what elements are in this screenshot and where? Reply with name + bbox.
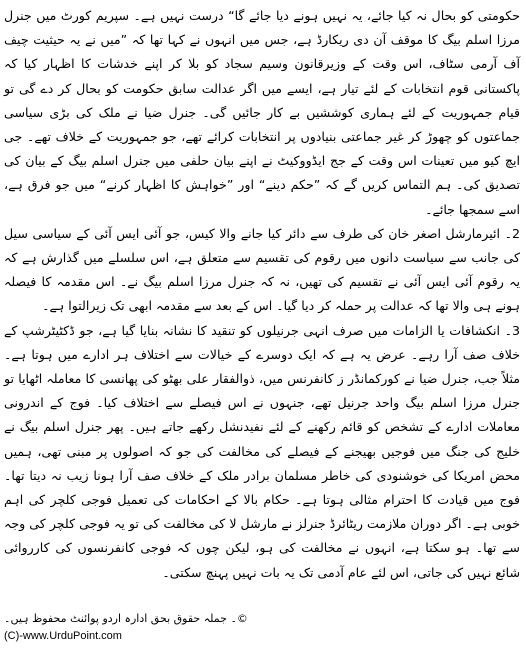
copyright-urdu: ©۔ جملہ حقوق بحق ادارہ اردو پوائنٹ محفوظ ہیں۔ bbox=[4, 612, 248, 625]
paragraph-1: حکومتی کو بحال نہ کیا جائے، یہ نہیں ہونے دیا جائے گا“ درست نہیں ہے۔ سپریم کورٹ میں جنرل مرزا اسلم بیگ کا موقف آن دی ریکارڈ ہے، جس میں انہوں نے کہا تھا کہ ”میں نے یہ حیثیت چیف آف آرمی سٹاف، اس وقت کے وزیرقانون وسیم سجاد کو بلا کر اپنے خدشات کا اظہار کیا کہ پاکستانی قوم انتخابات کے لئے تیار ہے، ایسے میں اگر عدالت سابق حکومت کو بحال کر دے گی تو قیام جمہوریت کے لئے ہماری کوششیں بے کار جائیں گی۔ جنرل ضیا نے ملک کی بڑی سیاسی جماعتوں کو چھوڑ کر غیر جماعتی بنیادوں پر انتخابات کرائے تھے، جو جمہوریت کے خلاف تھے۔ جی ایچ کیو میں تعینات اس وقت کے جج ایڈووکیٹ نے اپنے بیان حلفی میں جنرل اسلم بیگ کے بیان کی تصدیق کی۔ ہم التماس کریں گے کہ ”حکم دینے“ اور ”خواہش کا اظہار کرنے“ میں جو فرق ہے، اسے سمجھا جائے۔ bbox=[4, 8, 520, 217]
article-body bbox=[4, 4, 520, 585]
paragraph-2: 2۔ ائیرمارشل اصغر خان کی طرف سے دائر کیا جانے والا کیس، جو آئی ایس آئی کے سیاسی سیل کی جانب سے سیاست دانوں میں رقوم کی تقسیم سے متعلق ہے، اس سلسلے میں گذارش ہے کہ یہ رقوم آئی ایس آئی نے تقسیم کی تھیں، نہ کہ جنرل مرزا اسلم بیگ نے۔ اس مقدمہ کا فیصلہ ہونے ہی والا تھا کہ عدالت پر حملہ کر دیا گیا۔ اس کے بعد سے مقدمہ ابھی تک زیرالتوا ہے۔ bbox=[4, 225, 520, 314]
copyright-link[interactable]: (C)-www.UrduPoint.com bbox=[4, 630, 122, 642]
footer bbox=[4, 611, 304, 644]
paragraph-3: 3۔ انکشافات یا الزامات میں صرف انہی جرنیلوں کو تنقید کا نشانہ بنایا گیا ہے، جو ڈکٹیٹرشپ کے خلاف صف آرا رہے۔ عرض یہ ہے کہ ایک دوسرے کے خیالات سے اختلاف ہر ادارے میں ہوتا ہے۔ مثلاً جب، جنرل ضیا نے کورکمانڈر ز کانفرنس میں، ذوالفقار علی بھٹو کی پھانسی کا معاملہ اٹھایا تو جنرل مرزا اسلم بیگ واحد جرنیل تھے، جنہوں نے اس فیصلے سے اختلاف کیا۔ فوج کے اندرونی معاملات ادارے کے تشخص کو قائم رکھنے کے لئے نفیدنشل رکھے جاتے ہیں۔ پھر جنرل اسلم بیگ نے خلیج کی جنگ میں فوجیں بھیجنے کے فیصلے کی مخالفت کی جو کہ اصولوں پر مبنی تھی، ہمیں محض امریکا کی خوشنودی کی خاطر مسلمان برادر ملک کے خلاف صف آرا ہونا زیب نہ دیتا تھا۔ فوج میں قیادت کا احترام مثالی ہوتا ہے۔ حکام بالا کے احکامات کی تعمیل فوجی کلچر کی اہم خوبی ہے۔ اگر دوران ملازمت ریٹائرڈ جنرلز نے مارشل لا کی مخالفت کی تو یہ فوجی کلچر کی وجہ سے تھا۔ ہو سکتا ہے، انہوں نے مخالفت کی ہو، لیکن چوں کہ فوجی کانفرنسوں کی کارروائی شائع نہیں کی جاتی، اس لئے عام آدمی تک یہ بات نہیں پہنچ سکتی۔ bbox=[4, 322, 520, 580]
